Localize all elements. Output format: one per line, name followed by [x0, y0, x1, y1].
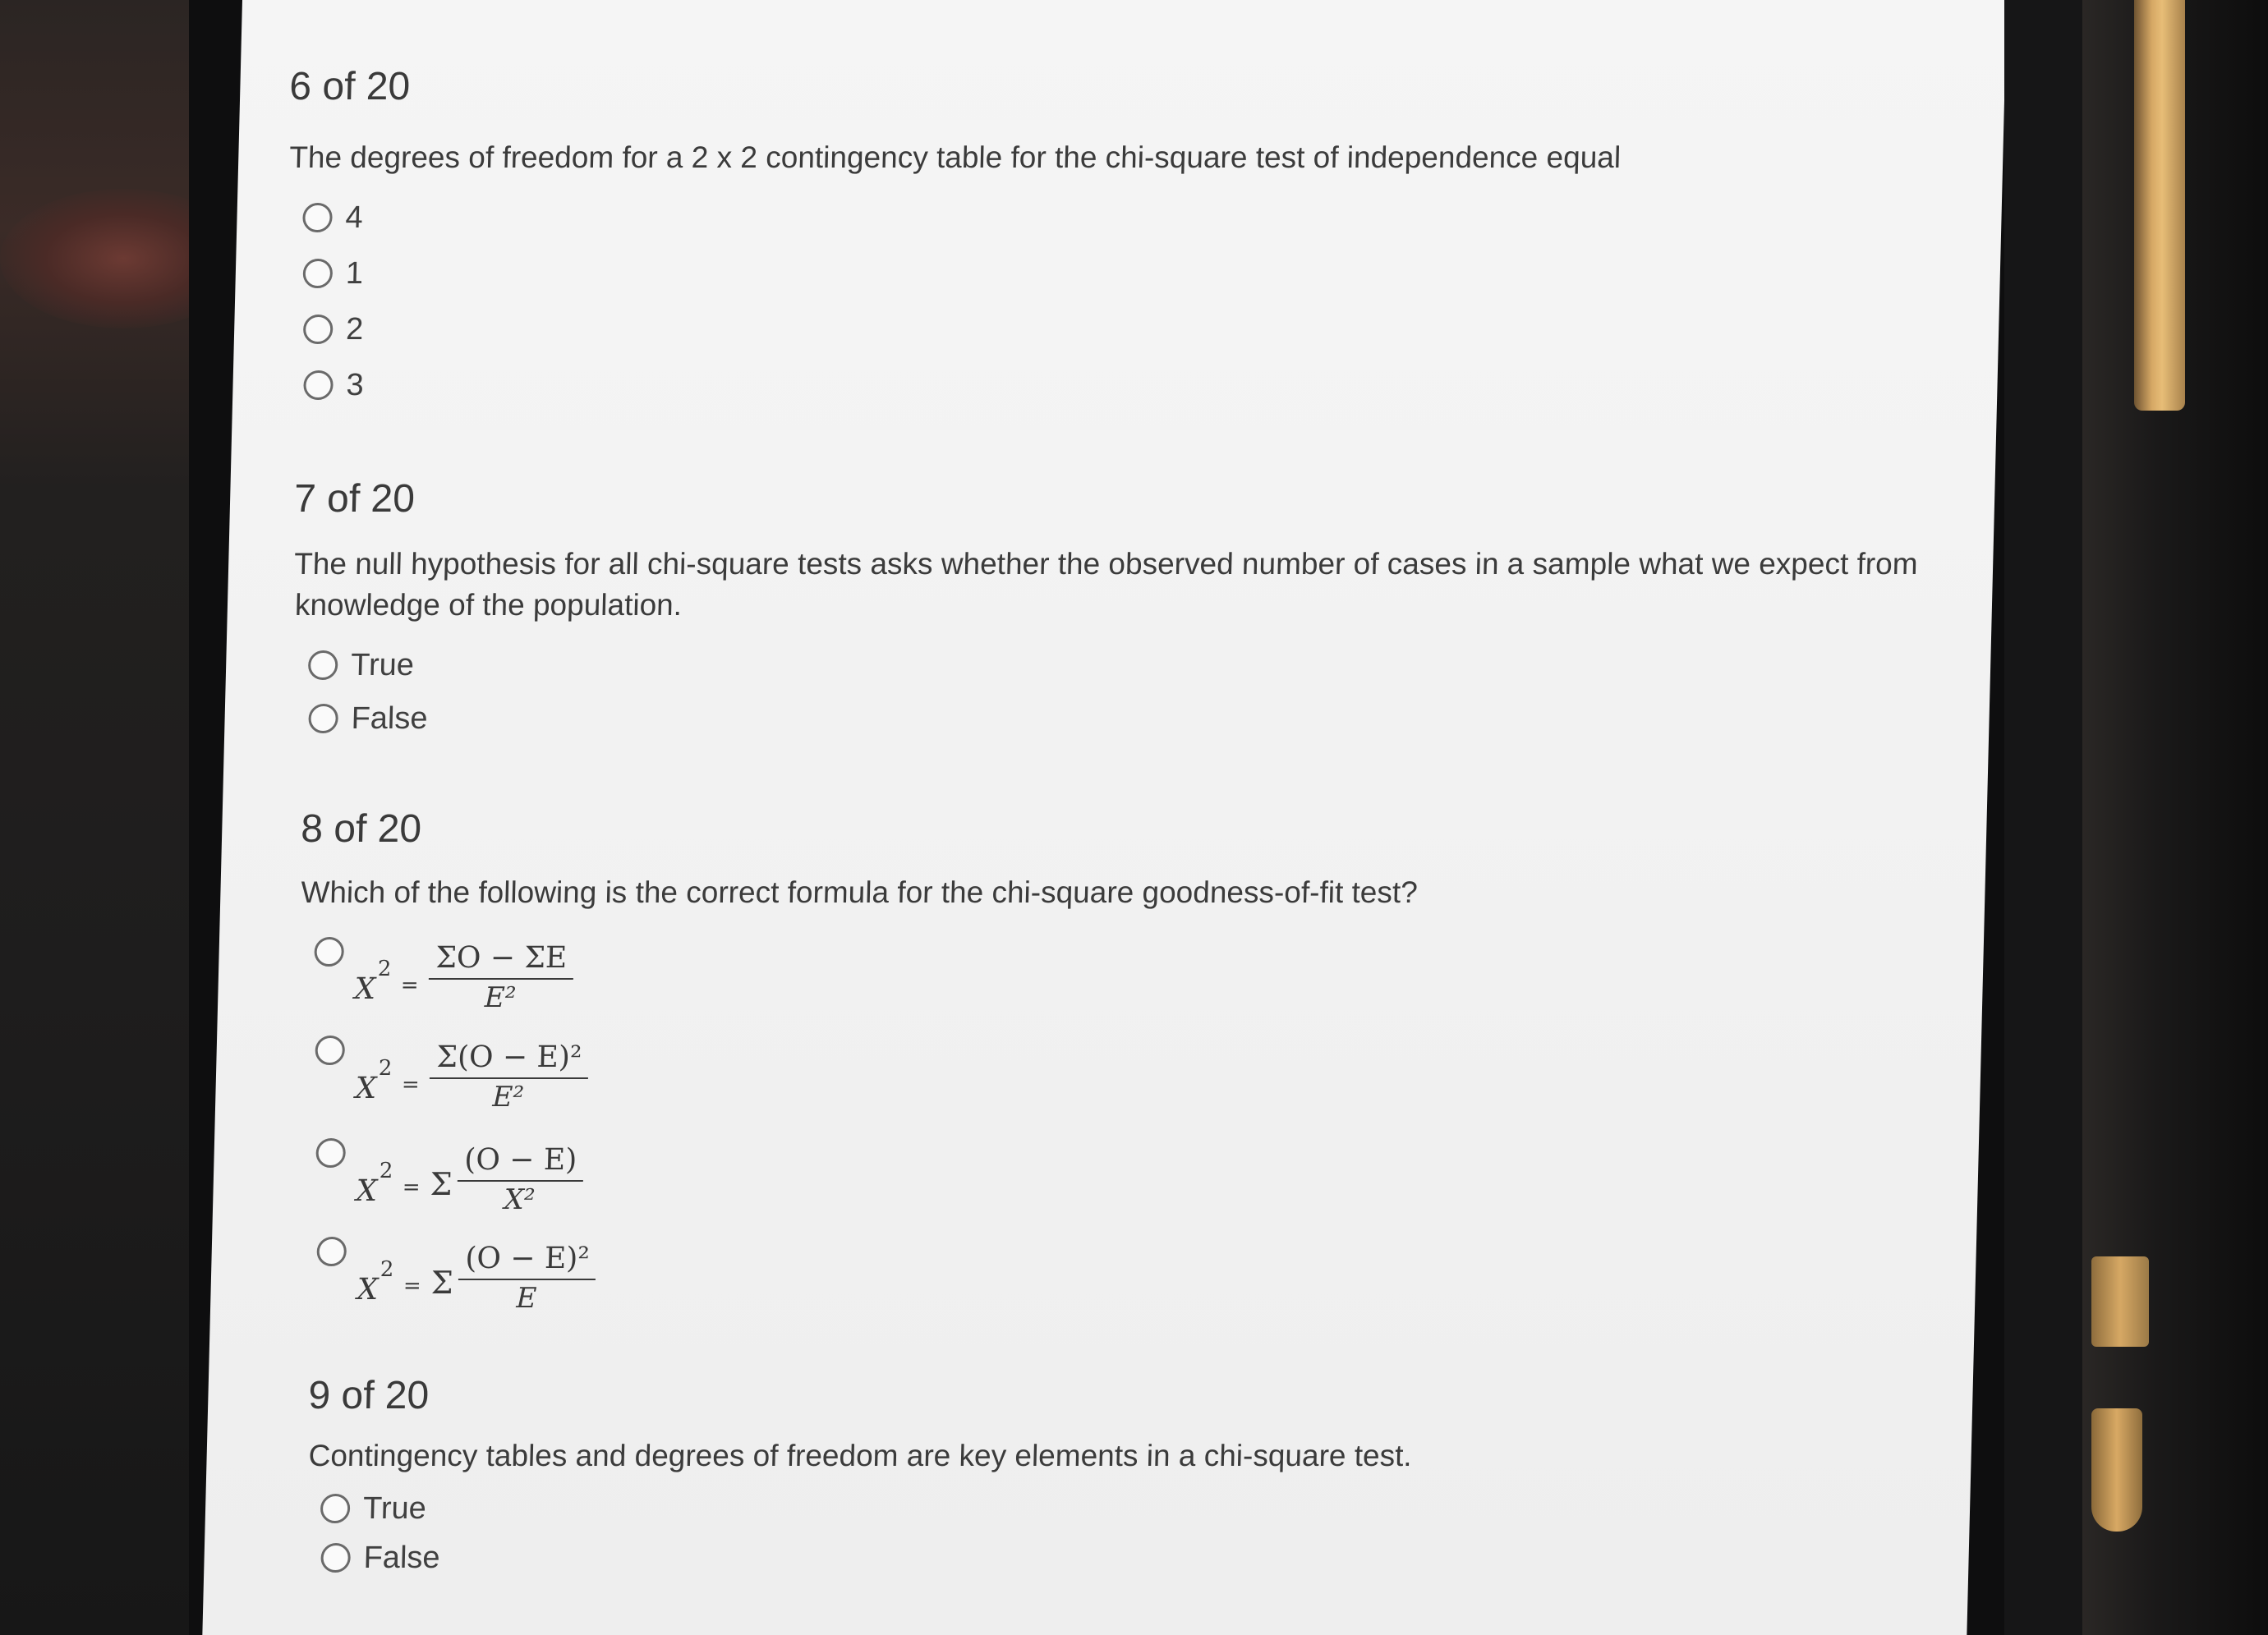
radio-button[interactable]: [302, 259, 333, 288]
question-8-text: Which of the following is the correct formula for the chi-square goodness-of-fit test?: [300, 875, 1419, 909]
formula-lhs-exponent: 2: [377, 957, 392, 981]
question-7-option-false[interactable]: [308, 698, 428, 739]
quiz-screen: [202, 0, 2007, 1635]
formula-b: [355, 1040, 589, 1114]
radio-button[interactable]: [316, 1237, 347, 1266]
formula-lhs: X: [355, 1071, 377, 1105]
radio-button[interactable]: [303, 315, 334, 344]
formula-lhs-exponent: 2: [379, 1159, 393, 1183]
radio-button[interactable]: [308, 704, 338, 733]
formula-c: [356, 1143, 584, 1216]
option-label: 4: [345, 200, 364, 235]
option-label: True: [350, 647, 415, 682]
radio-button[interactable]: [308, 650, 338, 680]
formula-d: [357, 1242, 596, 1315]
wooden-clip: [2091, 1256, 2149, 1347]
question-6-option-c[interactable]: [303, 309, 364, 350]
radio-button[interactable]: [320, 1543, 351, 1573]
question-6-option-a[interactable]: [302, 197, 363, 238]
formula-denominator: X²: [504, 1183, 536, 1216]
question-7-option-true[interactable]: [308, 645, 415, 686]
option-label: 2: [345, 311, 364, 347]
formula-denominator: E²: [484, 981, 517, 1014]
formula-fraction: [457, 1143, 584, 1216]
formula-sigma: Σ: [430, 1265, 454, 1301]
wooden-clip: [2091, 1408, 2142, 1532]
question-8-option-d[interactable]: [315, 1232, 597, 1324]
formula-a: [354, 941, 574, 1014]
question-9-option-true[interactable]: [320, 1488, 426, 1529]
question-6-option-b[interactable]: [302, 253, 363, 294]
question-8-option-b[interactable]: [314, 1031, 590, 1123]
formula-equals: =: [402, 1175, 421, 1200]
monitor-right-edge: [2004, 0, 2082, 1635]
question-6-text: The degrees of freedom for a 2 x 2 contingency table for the chi-square test of independence equal: [288, 140, 1622, 174]
formula-lhs-exponent: 2: [378, 1056, 393, 1081]
formula-fraction: [458, 1242, 597, 1315]
formula-denominator: E²: [492, 1080, 525, 1114]
formula-lhs-exponent: 2: [380, 1257, 394, 1282]
radio-button[interactable]: [315, 1138, 346, 1168]
formula-fraction: [429, 1040, 589, 1114]
question-7-text-line1: The null hypothesis for all chi-square tests asks whether the observed number of cases in a sample what we expect from: [293, 547, 1919, 581]
formula-lhs: X: [354, 971, 376, 1006]
question-8-option-c[interactable]: [315, 1133, 585, 1225]
formula-equals: =: [401, 1072, 421, 1097]
question-7-text-line2: knowledge of the population.: [294, 588, 683, 622]
formula-equals: =: [400, 973, 420, 998]
formula-numerator: (O − E)²: [458, 1242, 597, 1280]
option-label: True: [362, 1490, 427, 1526]
formula-numerator: (O − E): [458, 1143, 584, 1182]
question-6-number: 6 of 20: [288, 65, 411, 108]
formula-lhs: X: [356, 1173, 378, 1208]
radio-button[interactable]: [303, 370, 334, 400]
formula-lhs: X: [357, 1272, 379, 1307]
formula-equals: =: [403, 1274, 422, 1298]
option-label: 1: [345, 255, 364, 291]
question-8-option-a[interactable]: [313, 932, 574, 1022]
radio-button[interactable]: [315, 1036, 345, 1065]
option-label: 3: [346, 367, 365, 402]
radio-button[interactable]: [320, 1494, 351, 1523]
option-label: False: [351, 700, 429, 736]
question-6-option-d[interactable]: [303, 365, 364, 406]
question-9-text: Contingency tables and degrees of freedom are key elements in a chi-square test.: [308, 1439, 1413, 1472]
formula-denominator: E: [516, 1281, 537, 1315]
option-label: False: [363, 1540, 441, 1575]
question-9-option-false[interactable]: [320, 1537, 440, 1578]
radio-button[interactable]: [314, 937, 344, 967]
formula-fraction: [428, 941, 574, 1014]
question-8-number: 8 of 20: [300, 807, 422, 851]
formula-numerator: Σ(O − E)²: [430, 1040, 589, 1079]
question-9-number: 9 of 20: [307, 1374, 430, 1417]
formula-numerator: ΣO − ΣE: [429, 941, 574, 980]
formula-sigma: Σ: [430, 1166, 453, 1202]
question-7-number: 7 of 20: [293, 477, 416, 521]
wooden-object: [2134, 0, 2185, 411]
radio-button[interactable]: [302, 203, 333, 232]
